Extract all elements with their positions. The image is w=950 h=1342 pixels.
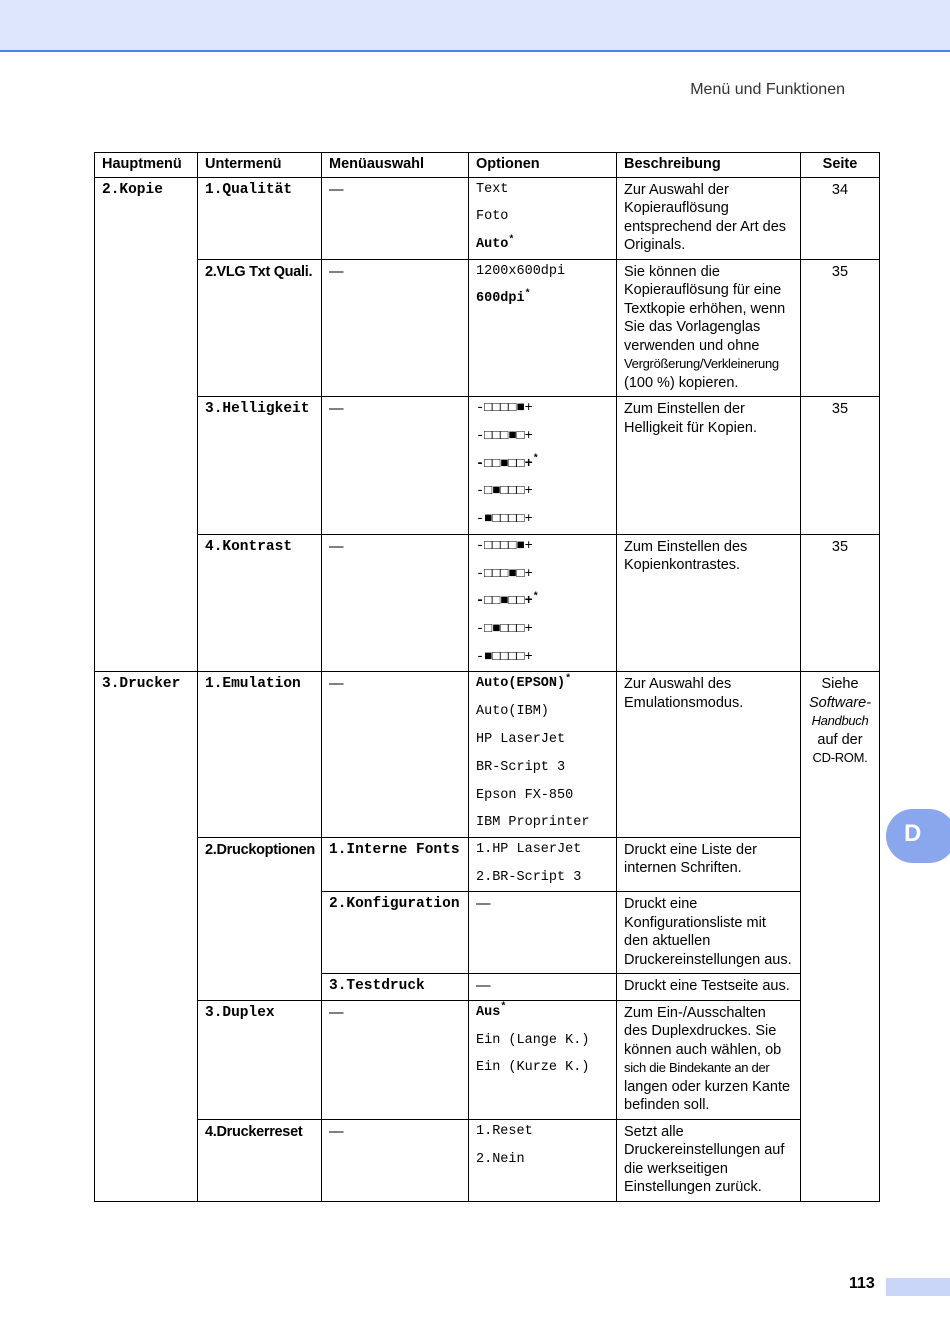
option: Epson FX-850 xyxy=(476,787,574,803)
option: 1.Reset xyxy=(476,1123,533,1139)
options-cell xyxy=(469,1000,617,1119)
submenu-cell: 1.Qualität xyxy=(198,177,322,259)
submenu-cell: 2.VLG Txt Quali. xyxy=(198,259,322,397)
description-cell: Druckt eine Konfigurationsliste mit den aktuellen Druckereinstellungen aus. xyxy=(617,892,801,974)
options-cell xyxy=(469,259,617,397)
option: 1200x600dpi xyxy=(476,263,566,279)
description-cell xyxy=(617,1000,801,1119)
page-ref-cell: 35 xyxy=(801,259,880,397)
chapter-tab-letter: D xyxy=(904,820,922,847)
option: 2.Nein xyxy=(476,1151,525,1167)
option: IBM Proprinter xyxy=(476,815,590,831)
page-ref-text: Handbuch xyxy=(811,713,869,729)
description-cell: Druckt eine Liste der internen Schriften. xyxy=(617,837,801,891)
options-cell xyxy=(469,534,617,672)
options-cell xyxy=(469,672,617,837)
option: -□■□□□+ xyxy=(476,622,533,638)
description-cell: Druckt eine Testseite aus. xyxy=(617,974,801,1001)
col-header: Seite xyxy=(801,153,880,178)
option-default: -□□■□□+ * xyxy=(476,456,609,475)
selection-cell: — xyxy=(322,672,469,837)
table-row xyxy=(95,672,880,837)
option: BR-Script 3 xyxy=(476,759,566,775)
selection-cell: 2.Konfiguration xyxy=(322,892,469,974)
description-text: (100 %) kopieren. xyxy=(624,374,739,391)
col-header: Untermenü xyxy=(198,153,322,178)
options-cell: — xyxy=(469,892,617,974)
option: HP LaserJet xyxy=(476,732,566,748)
option-default: Auto(EPSON) * xyxy=(476,675,609,694)
page-header: Menü und Funktionen xyxy=(690,81,845,98)
description-cell: Zur Auswahl des Emulationsmodus. xyxy=(617,672,801,837)
submenu-cell: 1.Emulation xyxy=(198,672,322,837)
page-ref-text: auf der xyxy=(817,731,863,748)
option: -□□□□■+ xyxy=(476,401,533,417)
options-cell xyxy=(469,397,617,535)
option: Text xyxy=(476,181,509,197)
page-number: 113 xyxy=(849,1275,875,1292)
selection-cell: — xyxy=(322,177,469,259)
option-default: -□□■□□+ * xyxy=(476,593,609,612)
description-cell: Zum Einstellen des Kopienkontrastes. xyxy=(617,534,801,672)
description-text: Zum Ein-/Ausschalten des Duplexdruckes. Sie können auch wählen, ob xyxy=(624,1004,782,1058)
description-text: sich die Bindekante an der xyxy=(624,1060,770,1076)
table-row xyxy=(95,397,880,535)
col-header: Menüauswahl xyxy=(322,153,469,178)
description-text: Vergrößerung/Verkleinerung xyxy=(624,356,779,372)
selection-cell: — xyxy=(322,1119,469,1201)
page-ref-text: Software- xyxy=(808,694,872,711)
selection-cell: — xyxy=(322,259,469,397)
page-ref-cell: 35 xyxy=(801,534,880,672)
option-default: 600dpi * xyxy=(476,290,609,309)
table-row xyxy=(95,1000,880,1119)
top-band xyxy=(0,0,950,52)
options-cell: — xyxy=(469,974,617,1001)
chapter-tab xyxy=(886,809,950,863)
table-header-row xyxy=(95,153,880,178)
option: -□□□■□+ xyxy=(476,566,533,582)
page-ref-text: Siehe xyxy=(821,676,859,693)
option: -□■□□□+ xyxy=(476,484,533,500)
option-default: Auto * xyxy=(476,236,609,255)
options-cell xyxy=(469,1119,617,1201)
table-row xyxy=(95,534,880,672)
table-row xyxy=(95,1119,880,1201)
description-cell: Zum Einstellen der Helligkeit für Kopien. xyxy=(617,397,801,535)
description-text: langen oder kurzen Kante befinden soll. xyxy=(624,1078,791,1114)
submenu-cell: 4.Kontrast xyxy=(198,534,322,672)
page-ref-cell: 34 xyxy=(801,177,880,259)
menu-table xyxy=(94,152,880,1202)
main-menu-cell: 3.Drucker xyxy=(95,672,198,1201)
table-row xyxy=(95,259,880,397)
description-text: Sie können die Kopierauflösung für eine Textkopie erhöhen, wenn Sie das Vorlagenglas verwenden und ohne xyxy=(624,263,786,354)
col-header: Beschreibung xyxy=(617,153,801,178)
option: Ein (Lange K.) xyxy=(476,1032,590,1048)
description-cell: Zur Auswahl der Kopierauflösung entsprechend der Art des Originals. xyxy=(617,177,801,259)
bottom-band xyxy=(886,1278,950,1296)
description-cell: Setzt alle Druckereinstellungen auf die werkseitigen Einstellungen zurück. xyxy=(617,1119,801,1201)
selection-cell: — xyxy=(322,534,469,672)
table-row xyxy=(95,177,880,259)
submenu-cell: 4.Druckerreset xyxy=(198,1119,322,1201)
option: 2.BR-Script 3 xyxy=(476,869,582,885)
page-ref-cell xyxy=(801,672,880,1201)
main-menu-cell: 2.Kopie xyxy=(95,177,198,672)
option: -■□□□□+ xyxy=(476,649,533,665)
selection-cell: 3.Testdruck xyxy=(322,974,469,1001)
table-row xyxy=(95,837,880,891)
submenu-cell: 3.Duplex xyxy=(198,1000,322,1119)
option: Foto xyxy=(476,209,509,225)
option: -□□□□■+ xyxy=(476,538,533,554)
col-header: Optionen xyxy=(469,153,617,178)
submenu-cell: 2.Druckoptionen xyxy=(198,837,322,1000)
col-header: Hauptmenü xyxy=(95,153,198,178)
option-default: Aus * xyxy=(476,1004,609,1023)
options-cell xyxy=(469,177,617,259)
description-cell xyxy=(617,259,801,397)
selection-cell: — xyxy=(322,397,469,535)
selection-cell: — xyxy=(322,1000,469,1119)
page-ref-cell: 35 xyxy=(801,397,880,535)
option: -□□□■□+ xyxy=(476,428,533,444)
page-ref-text: CD-ROM. xyxy=(812,750,868,766)
options-cell xyxy=(469,837,617,891)
option: -■□□□□+ xyxy=(476,512,533,528)
option: Ein (Kurze K.) xyxy=(476,1060,590,1076)
option: 1.HP LaserJet xyxy=(476,841,582,857)
submenu-cell: 3.Helligkeit xyxy=(198,397,322,535)
option: Auto(IBM) xyxy=(476,704,549,720)
selection-cell: 1.Interne Fonts xyxy=(322,837,469,891)
